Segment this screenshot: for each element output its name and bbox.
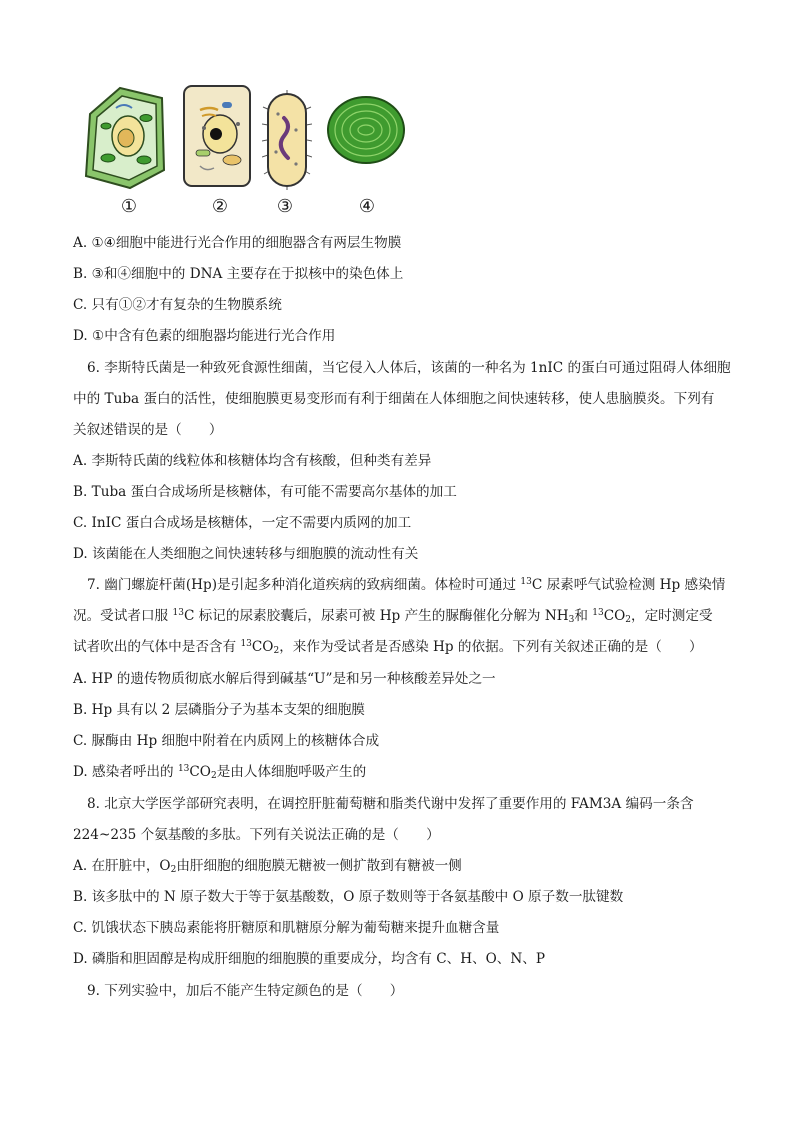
bacterium-illustration [262, 90, 312, 190]
q8-stem-line1: 8. 北京大学医学部研究表明，在调控肝脏葡萄糖和脂类代谢中发挥了重要作用的 FAM3A 编码一条含 [87, 796, 694, 812]
animal-cell-illustration [182, 84, 252, 190]
q8-option-d: D. 磷脂和胆固醇是构成肝细胞的细胞膜的重要成分，均含有 C、H、O、N、P [73, 951, 546, 967]
q5-option-c: C. 只有①②才有复杂的生物膜系统 [73, 297, 282, 313]
plant-cell-illustration [80, 84, 168, 192]
q9-stem: 9. 下列实验中，加后不能产生特定颜色的是（ ） [87, 983, 404, 999]
q5-option-b: B. ③和④细胞中的 DNA 主要存在于拟核中的染色体上 [73, 266, 404, 282]
q7-option-b: B. Hp 具有以 2 层磷脂分子为基本支架的细胞膜 [73, 702, 365, 718]
q8-option-c: C. 饥饿状态下胰岛素能将肝糖原和肌糖原分解为葡萄糖来提升血糖含量 [73, 920, 500, 936]
q6-option-d: D. 该菌能在人类细胞之间快速转移与细胞膜的流动性有关 [73, 546, 419, 562]
q6-option-c: C. InIC 蛋白合成场是核糖体，一定不需要内质网的加工 [73, 515, 412, 531]
alga-cell-illustration [326, 94, 406, 166]
q7-option-a: A. HP 的遗传物质彻底水解后得到碱基“U”是和另一种核酸差异处之一 [73, 671, 496, 687]
cell-figure [76, 84, 416, 224]
q8-option-a: A. 在肝脏中，$O_2$由肝细胞的细胞膜无糖被一侧扩散到有糖被一侧 [73, 858, 462, 875]
q5-option-a: A. ①④细胞中能进行光合作用的细胞器含有两层生物膜 [73, 235, 402, 251]
q7-stem-line1: 7. 幽门螺旋杆菌(Hp)是引起多种消化道疾病的致病细菌。体检时可通过 $^{13}$C 尿素呼气试验检测 Hp 感染情 [87, 577, 726, 593]
q6-stem-line1: 6. 李斯特氏菌是一种致死食源性细菌，当它侵入人体后，该菌的一种名为 1nIC 的蛋白可通过阻碍人体细胞 [87, 360, 731, 376]
q6-stem-line3: 关叙述错误的是（ ） [73, 422, 223, 438]
figure-label-4: ④ [358, 196, 376, 217]
figure-label-1: ① [120, 196, 138, 217]
q7-option-c: C. 脲酶由 Hp 细胞中附着在内质网上的核糖体合成 [73, 733, 380, 749]
q7-stem-line2: 况。受试者口服 $^{13}$C 标记的尿素胶囊后，尿素可被 Hp 产生的脲酶催化分解为 $NH_3$和 $^{13}CO_2$，定时测定受 [73, 608, 713, 625]
figure-label-3: ③ [276, 196, 294, 217]
q5-option-d: D. ①中含有色素的细胞器均能进行光合作用 [73, 328, 336, 344]
q6-option-a: A. 李斯特氏菌的线粒体和核糖体均含有核酸，但种类有差异 [73, 453, 432, 469]
q8-option-b: B. 该多肽中的 N 原子数大于等于氨基酸数，O 原子数则等于各氨基酸中 O 原子数一肽键数 [73, 889, 624, 905]
q7-option-d: D. 感染者呼出的 $^{13}CO_2$是由人体细胞呼吸产生的 [73, 764, 367, 781]
q8-stem-line2: 224~235 个氨基酸的多肽。下列有关说法正确的是（ ） [73, 827, 440, 843]
q6-option-b: B. Tuba 蛋白合成场所是核糖体，有可能不需要高尔基体的加工 [73, 484, 457, 500]
q6-stem-line2: 中的 Tuba 蛋白的活性，使细胞膜更易变形而有利于细菌在人体细胞之间快速转移，使人患脑膜炎。下列有 [73, 391, 715, 407]
q7-stem-line3: 试者吹出的气体中是否含有 $^{13}CO_2$，来作为受试者是否感染 Hp 的依据。下列有关叙述正确的是（ ） [73, 639, 703, 656]
figure-label-2: ② [211, 196, 229, 217]
